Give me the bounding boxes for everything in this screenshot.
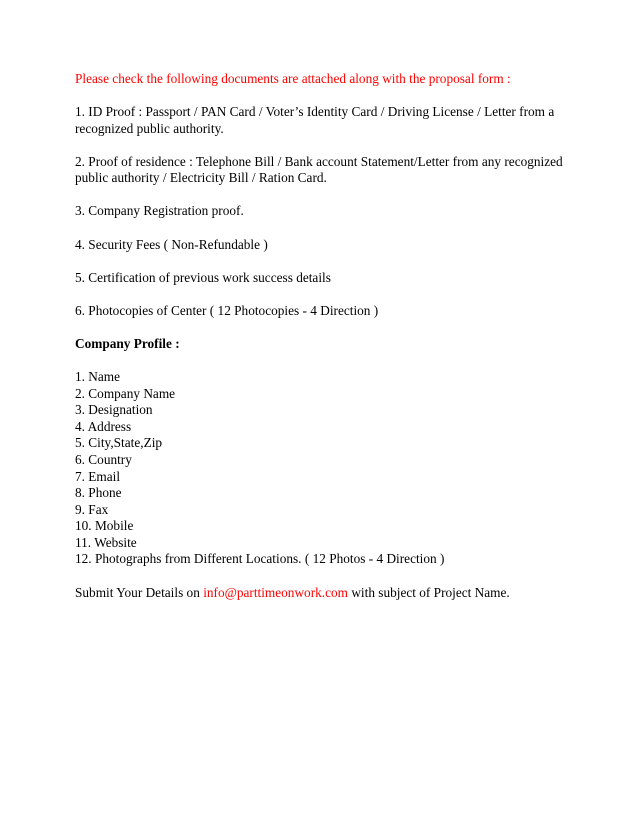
- spacer: [75, 568, 575, 585]
- list-item: 4. Address: [75, 418, 132, 434]
- list-item: 2. Company Name: [75, 385, 176, 401]
- list-item: 8. Phone: [75, 485, 122, 501]
- document-item-registration-proof: 3. Company Registration proof.: [75, 203, 244, 219]
- list-item: 10. Mobile: [75, 518, 134, 534]
- list-item: 6. Country: [75, 451, 132, 467]
- document-item-security-fees: 4. Security Fees ( Non-Refundable ): [75, 236, 268, 252]
- spacer: [75, 187, 575, 204]
- submit-instructions: [75, 585, 575, 602]
- list-item: 5. City,State,Zip: [75, 435, 163, 451]
- list-item: 7. Email: [75, 468, 121, 484]
- spacer: [75, 286, 575, 303]
- spacer: [75, 137, 575, 154]
- document-item-certification: 5. Certification of previous work success details: [75, 269, 331, 285]
- intro-note: Please check the following documents are attached along with the proposal form :: [75, 71, 511, 86]
- document-item-photocopies: 6. Photocopies of Center ( 12 Photocopies - 4 Direction ): [75, 302, 379, 318]
- submit-suffix: with subject of Project Name.: [348, 584, 510, 600]
- spacer: [75, 319, 575, 336]
- document-content: [75, 71, 575, 601]
- email-link[interactable]: info@parttimeonwork.com: [203, 584, 348, 600]
- company-profile-list: [75, 369, 575, 568]
- list-item: 12. Photographs from Different Locations. ( 12 Photos - 4 Direction ): [75, 551, 445, 567]
- company-profile-heading: Company Profile :: [75, 335, 180, 351]
- list-item: 11. Website: [75, 534, 137, 550]
- spacer: [75, 253, 575, 270]
- list-item: 3. Designation: [75, 402, 153, 418]
- list-item: 1. Name: [75, 368, 121, 384]
- spacer: [75, 352, 575, 369]
- document-item-id-proof: 1. ID Proof : Passport / PAN Card / Voter’s Identity Card / Driving License / Letter from a recognized public authority.: [75, 104, 555, 136]
- document-item-residence-proof: 2. Proof of residence : Telephone Bill / Bank account Statement/Letter from any recognized public authority / Electricity Bill / Ration Card.: [75, 153, 563, 186]
- list-item: 9. Fax: [75, 501, 109, 517]
- spacer: [75, 220, 575, 237]
- spacer: [75, 88, 575, 105]
- submit-prefix: Submit Your Details on: [75, 584, 204, 600]
